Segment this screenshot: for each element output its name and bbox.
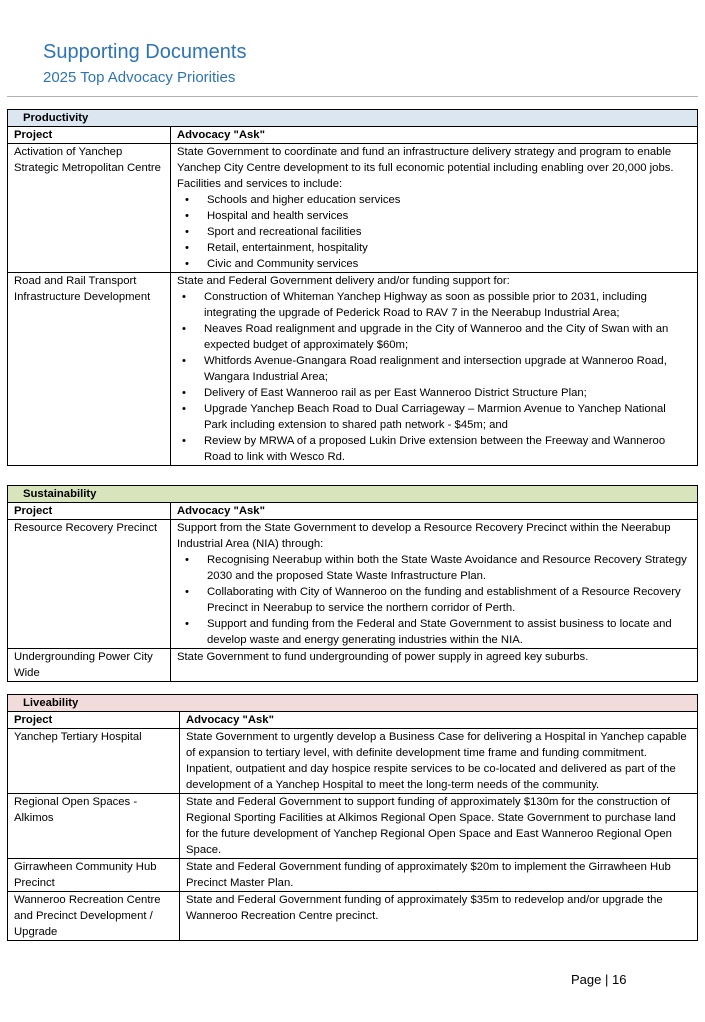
bullet-icon: •	[185, 618, 189, 630]
list-item: • Construction of Whiteman Yanchep Highway as soon as possible prior to 2031, including integrating the upgrade of Pederick Road to RAV 7 in the Neerabup Industrial Area;	[182, 291, 647, 319]
list-item: • Upgrade Yanchep Beach Road to Dual Carriageway – Marmion Avenue to Yanchep National Park including extension to shared path network - $45m; and	[182, 403, 666, 431]
ask-cell	[171, 144, 698, 273]
bullet-icon: •	[185, 210, 189, 222]
page-subtitle: 2025 Top Advocacy Priorities	[43, 69, 236, 86]
ask-intro: Support from the State Government to develop a Resource Recovery Precinct within the Neerabup Industrial Area (NIA) through:	[177, 522, 671, 550]
page-title: Supporting Documents	[43, 41, 247, 63]
bullet-icon: •	[182, 435, 186, 447]
section-heading-productivity: Productivity	[8, 110, 698, 127]
bullet-list	[177, 552, 691, 648]
project-name: Wanneroo Recreation Centre and Precinct Development / Upgrade	[8, 892, 180, 941]
ask-cell: State Government to urgently develop a Business Case for delivering a Hospital in Yanchep capable of expansion to tertiary level, with definite development time frame and funding commitment. Inpatient, outpatient and day hospice respite services to be co-located and delivered as part of the development of a Yanchep Hospital to meet the long-term needs of the community.	[180, 729, 698, 794]
bullet-icon: •	[185, 226, 189, 238]
bullet-list	[177, 289, 691, 465]
table-row	[8, 520, 698, 649]
productivity-table	[7, 109, 698, 466]
list-item: • Civic and Community services	[185, 258, 359, 270]
table-row	[8, 859, 698, 892]
bullet-icon: •	[185, 194, 189, 206]
ask-cell: State Government to fund undergrounding of power supply in agreed key suburbs.	[171, 649, 698, 682]
table-row	[8, 273, 698, 466]
project-name: Yanchep Tertiary Hospital	[8, 729, 180, 794]
project-name: Road and Rail Transport Infrastructure Development	[8, 273, 171, 466]
list-item: • Neaves Road realignment and upgrade in the City of Wanneroo and the City of Swan with an expected budget of approximately $60m;	[182, 323, 669, 351]
bullet-icon: •	[182, 355, 186, 367]
list-item: • Schools and higher education services	[185, 194, 401, 206]
table-row	[8, 649, 698, 682]
list-item: • Review by MRWA of a proposed Lukin Drive extension between the Freeway and Wanneroo Road to link with Wesco Rd.	[182, 435, 666, 463]
table-row	[8, 729, 698, 794]
ask-cell: State and Federal Government to support funding of approximately $130m for the construction of Regional Sporting Facilities at Alkimos Regional Open Space. State Government to purchase land for the future development of Yanchep Regional Open Space and East Wanneroo Regional Open Space.	[180, 794, 698, 859]
section-heading-liveability: Liveability	[8, 695, 698, 712]
list-item: • Delivery of East Wanneroo rail as per East Wanneroo District Structure Plan;	[182, 387, 587, 399]
ask-intro: State Government to coordinate and fund an infrastructure delivery strategy and program to enable Yanchep City Centre development to its full economic potential including enabling over 20,000 jobs. Facilities and services to include:	[177, 146, 674, 190]
bullet-icon: •	[182, 323, 186, 335]
list-item: • Whitfords Avenue-Gnangara Road realignment and intersection upgrade at Wanneroo Road, Wangara Industrial Area;	[182, 355, 667, 383]
ask-cell: State and Federal Government funding of approximately $20m to implement the Girrawheen Hub Precinct Master Plan.	[180, 859, 698, 892]
project-name: Resource Recovery Precinct	[8, 520, 171, 649]
ask-cell	[171, 520, 698, 649]
column-header-project: Project	[8, 127, 171, 144]
list-item: • Collaborating with City of Wanneroo on the funding and establishment of a Resource Recovery Precinct in Neerabup to service the northern corridor of Perth.	[185, 586, 681, 614]
liveability-table	[7, 694, 698, 941]
project-name: Activation of Yanchep Strategic Metropolitan Centre	[8, 144, 171, 273]
list-item: • Hospital and health services	[185, 210, 349, 222]
ask-cell	[171, 273, 698, 466]
table-row	[8, 794, 698, 859]
column-header-project: Project	[8, 712, 180, 729]
header-divider	[7, 96, 698, 97]
column-header-ask: Advocacy "Ask"	[171, 127, 698, 144]
table-row	[8, 144, 698, 273]
project-name: Undergrounding Power City Wide	[8, 649, 171, 682]
sustainability-table	[7, 485, 698, 682]
ask-intro: State and Federal Government delivery and/or funding support for:	[177, 275, 510, 287]
bullet-icon: •	[182, 387, 186, 399]
bullet-icon: •	[182, 403, 186, 415]
bullet-icon: •	[185, 554, 189, 566]
bullet-icon: •	[185, 258, 189, 270]
ask-cell: State and Federal Government funding of approximately $35m to redevelop and/or upgrade the Wanneroo Recreation Centre precinct.	[180, 892, 698, 941]
column-header-ask: Advocacy "Ask"	[180, 712, 698, 729]
list-item: • Retail, entertainment, hospitality	[185, 242, 368, 254]
column-header-ask: Advocacy "Ask"	[171, 503, 698, 520]
bullet-icon: •	[185, 242, 189, 254]
list-item: • Sport and recreational facilities	[185, 226, 362, 238]
page-number: Page | 16	[571, 972, 627, 987]
list-item: • Recognising Neerabup within both the State Waste Avoidance and Resource Recovery Strategy 2030 and the proposed State Waste Infrastructure Plan.	[185, 554, 687, 582]
bullet-icon: •	[185, 586, 189, 598]
project-name: Girrawheen Community Hub Precinct	[8, 859, 180, 892]
section-heading-sustainability: Sustainability	[8, 486, 698, 503]
bullet-icon: •	[182, 291, 186, 303]
project-name: Regional Open Spaces - Alkimos	[8, 794, 180, 859]
list-item: • Support and funding from the Federal and State Government to assist business to locate and develop waste and energy generating industries within the NIA.	[185, 618, 672, 646]
bullet-list	[177, 192, 691, 272]
column-header-project: Project	[8, 503, 171, 520]
table-row	[8, 892, 698, 941]
